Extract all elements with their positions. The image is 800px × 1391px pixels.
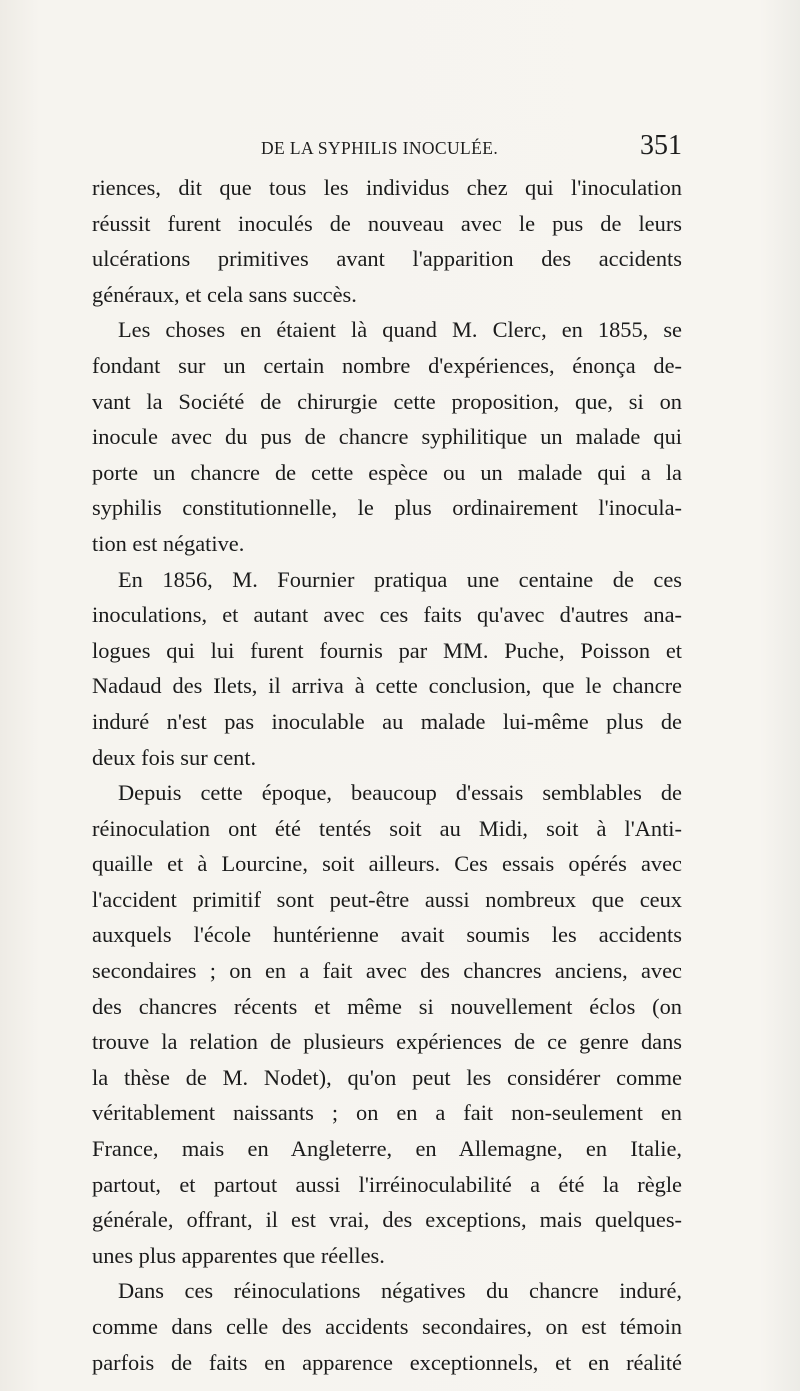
text-line: France, mais en Angleterre, en Allemagne, en Italie, bbox=[92, 1136, 682, 1162]
text-line: vant la Société de chirurgie cette proposition, que, si on bbox=[92, 388, 682, 414]
paragraph-start-line: Depuis cette époque, beaucoup d'essais semblables de bbox=[118, 780, 682, 806]
text-line: trouve la relation de plusieurs expériences de ce genre dans bbox=[92, 1029, 682, 1055]
text-line: porte un chancre de cette espèce ou un malade qui a la bbox=[92, 459, 682, 485]
paragraph-start-line: Les choses en étaient là quand M. Clerc, en 1855, se bbox=[118, 317, 682, 343]
page-number: 351 bbox=[640, 130, 682, 161]
text-line: réussit furent inoculés de nouveau avec le pus de leurs bbox=[92, 210, 682, 236]
text-line: des chancres récents et même si nouvellement éclos (on bbox=[92, 993, 682, 1019]
running-title: DE LA SYPHILIS INOCULÉE. bbox=[261, 138, 499, 158]
page-header bbox=[92, 128, 682, 168]
text-line: syphilis constitutionnelle, le plus ordinairement l'inocula- bbox=[92, 495, 682, 521]
text-line: Nadaud des Ilets, il arriva à cette conclusion, que le chancre bbox=[92, 673, 682, 699]
text-line: généraux, et cela sans succès. bbox=[92, 281, 357, 307]
text-line: logues qui lui furent fournis par MM. Puche, Poisson et bbox=[92, 637, 682, 663]
text-line: riences, dit que tous les individus chez qui l'inoculation bbox=[92, 175, 682, 200]
text-line: générale, offrant, il est vrai, des exceptions, mais quelques- bbox=[92, 1207, 682, 1233]
text-line: parfois de faits en apparence exceptionnels, et en réalité bbox=[92, 1349, 682, 1375]
paragraph-start-line: Dans ces réinoculations négatives du chancre induré, bbox=[118, 1278, 682, 1304]
text-line: tion est négative. bbox=[92, 530, 245, 556]
text-line: quaille et à Lourcine, soit ailleurs. Ces essais opérés avec bbox=[92, 851, 682, 877]
body-text bbox=[92, 170, 682, 1380]
text-line: unes plus apparentes que réelles. bbox=[92, 1242, 385, 1268]
text-line: auxquels l'école huntérienne avait soumis les accidents bbox=[92, 922, 682, 948]
text-line: ulcérations primitives avant l'apparition des accidents bbox=[92, 246, 682, 272]
text-line: secondaires ; on en a fait avec des chancres anciens, avec bbox=[92, 958, 682, 984]
text-line: véritablement naissants ; on en a fait non-seulement en bbox=[92, 1100, 682, 1126]
text-line: deux fois sur cent. bbox=[92, 744, 257, 770]
text-line: inocule avec du pus de chancre syphilitique un malade qui bbox=[92, 424, 682, 450]
text-line: partout, et partout aussi l'irréinoculabilité a été la règle bbox=[92, 1171, 682, 1197]
text-line: l'accident primitif sont peut-être aussi nombreux que ceux bbox=[92, 886, 682, 912]
text-line: la thèse de M. Nodet), qu'on peut les considérer comme bbox=[92, 1064, 682, 1090]
paragraph-start-line: En 1856, M. Fournier pratiqua une centaine de ces bbox=[118, 566, 682, 592]
text-line: inoculations, et autant avec ces faits qu'avec d'autres ana- bbox=[92, 602, 682, 628]
text-line: induré n'est pas inoculable au malade lui-même plus de bbox=[92, 708, 682, 734]
text-line: réinoculation ont été tentés soit au Midi, soit à l'Anti- bbox=[92, 815, 682, 841]
text-line: comme dans celle des accidents secondaires, on est témoin bbox=[92, 1314, 682, 1339]
text-line: fondant sur un certain nombre d'expériences, énonça de- bbox=[92, 352, 682, 378]
